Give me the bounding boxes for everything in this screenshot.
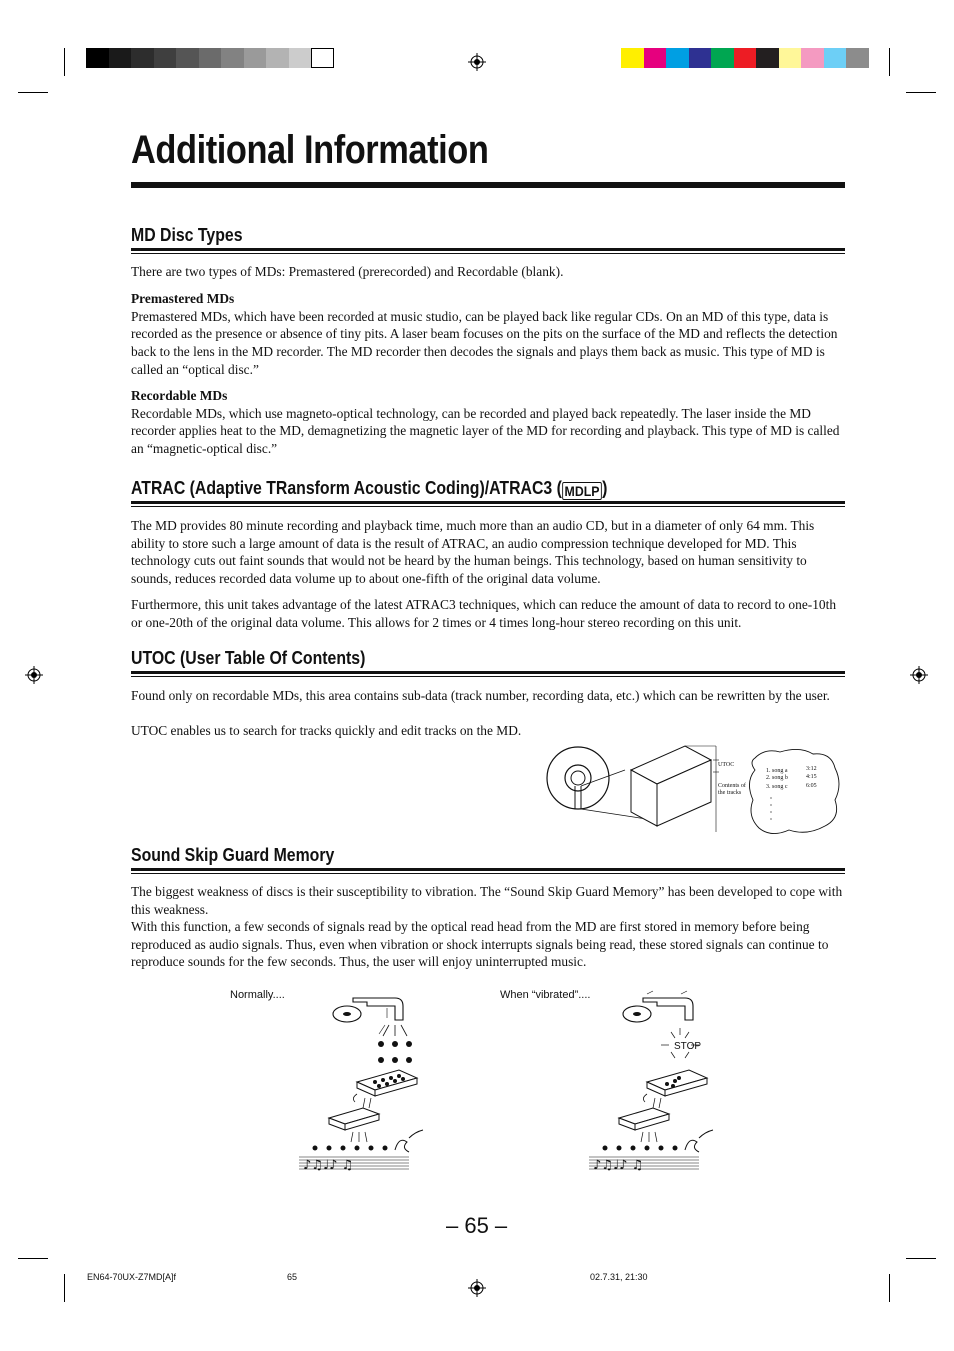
color-swatch [711,48,734,68]
color-swatch [244,48,267,68]
atrac-para-2: Furthermore, this unit takes advantage of the latest ATRAC3 techniques, which can reduce the amount of data to record to one-10th or one-20th of the original data volume. This allows for 2 times or 4 times long-hour stereo recording on this unit. [131,597,837,630]
premastered-block [131,290,845,379]
md-types-intro: There are two types of MDs: Premastered (prerecorded) and Recordable (blank). [131,264,564,279]
registration-mark-icon [25,666,43,684]
section-rule [131,868,845,874]
atrac-heading-text: ATRAC (Adaptive TRansform Acoustic Coding)/ATRAC3 ( [131,478,562,498]
contents-label-2: the tracks [718,790,742,796]
color-swatch [644,48,667,68]
color-swatch [666,48,689,68]
section-rule [131,501,845,507]
crop-mark [64,1274,65,1302]
color-swatch [221,48,244,68]
crop-mark [64,48,65,76]
color-swatch [289,48,312,68]
section-heading-atrac [131,478,607,500]
color-swatch [199,48,222,68]
color-swatch [266,48,289,68]
atrac-para-1: The MD provides 80 minute recording and playback time, much more than an audio CD, but in a diameter of only 64 mm. This ability to store such a large amount of data is the result of ATRAC, an audio compression technique developed for MD. This technology cuts out faint sounds that would not be heard by the human beings. This technology, based on human sensitivity to sounds, reduces recorded data volume up to about one-fifth of the original data volume. [131,518,815,587]
color-swatch [109,48,132,68]
section-rule [131,248,845,254]
label-normally: Normally.... [230,989,285,1001]
color-swatch [824,48,847,68]
normal-playback-illustration [295,990,425,1180]
color-swatch [131,48,154,68]
mdlp-logo-md: MD [564,483,584,499]
grayscale-strip [86,48,334,68]
color-swatch [756,48,779,68]
color-swatch [154,48,177,68]
section-rule [131,671,845,677]
speaker-sound-icon [685,1130,713,1152]
registration-mark-icon [468,53,486,71]
recordable-text: Recordable MDs, which use magneto-optical technology, can be recorded and played back repeatedly. The laser inside the MD recorder applies heat to the MD, demagnetizing the magnetic layer of the MD for recording and playback. This type of MD is called an “magnetic-optical disc.” [131,405,840,457]
color-swatch [176,48,199,68]
contents-label-1: Contents of [718,783,746,789]
registration-mark-icon [910,666,928,684]
crop-mark [906,92,936,93]
page-number: – 65 – [446,1213,508,1238]
page-title: Additional Information [131,128,489,172]
track-time: 3:12 [806,766,817,772]
utoc-diagram [545,742,845,838]
music-notes-icon: ♪♫♩♪ ♫ [303,1158,354,1173]
color-swatch [621,48,644,68]
track-name: 3. song c [766,784,788,790]
skip-guard-para-2: With this function, a few seconds of signals read by the optical read head from the MD are first stored in memory before being reproduced as audio signals. Thus, even when vibration or shock interrupts signals being read, these stored signals can continue to reproduce sounds for the few seconds. Thus, the user will enjoy uninterrupted music. [131,919,829,970]
utoc-label: UTOC [718,762,735,768]
color-swatch [734,48,757,68]
utoc-para-2: UTOC enables us to search for tracks quickly and edit tracks on the MD. [131,723,522,738]
track-time: 6:05 [806,783,817,789]
track-list-bubble [749,749,839,833]
crop-mark [18,92,48,93]
utoc-para-1: Found only on recordable MDs, this area contains sub-data (track number, recording data, etc.) which can be rewritten by the user. [131,688,830,703]
md-disc-outline [547,747,609,809]
section-heading-utoc: UTOC (User Table Of Contents) [131,648,366,668]
section-heading-skip-guard: Sound Skip Guard Memory [131,845,335,865]
color-calibration-strip [621,48,869,68]
premastered-text: Premastered MDs, which have been recorded at music studio, can be played back like regular CDs. On an MD of this type, data is recorded as the presence or absence of tiny pits. A laser beam focuses on the pits on the surface of the MD and reflects the detection back to the lens in the MD recorder. The MD recorder then decodes the signals and plays them back as music. This type of MD is called an “optical disc.” [131,308,838,377]
color-swatch [86,48,109,68]
footer-doc-id: EN64-70UX-Z7MD[A]f [87,1272,177,1282]
track-name: 2. song b [766,775,788,781]
stop-label: STOP [674,1041,702,1052]
skip-guard-para-1: The biggest weakness of discs is their susceptibility to vibration. The “Sound Skip Guard Memory” has been developed to cope with this weakness. [131,884,843,917]
footer-date: 02.7.31, 21:30 [590,1272,648,1282]
mdlp-logo [562,482,602,500]
section-heading-md-disc-types: MD Disc Types [131,225,243,245]
color-swatch [846,48,869,68]
registration-mark-icon [468,1279,486,1297]
color-swatch [311,48,334,68]
color-swatch [689,48,712,68]
vibrated-playback-illustration [585,990,715,1180]
atrac-heading-suffix: ) [602,478,608,498]
crop-mark [889,1274,890,1302]
color-swatch [779,48,802,68]
footer-page: 65 [287,1272,298,1282]
recordable-block [131,387,845,458]
speaker-sound-icon [395,1130,423,1152]
crop-mark [906,1258,936,1259]
mdlp-logo-lp: LP [583,483,600,499]
premastered-heading: Premastered MDs [131,291,235,306]
music-notes-icon: ♪♫♩♪ ♫ [593,1158,644,1173]
track-time: 4:15 [806,774,817,780]
color-swatch [801,48,824,68]
track-name: 1. song a [766,768,788,774]
crop-mark [18,1258,48,1259]
recordable-heading: Recordable MDs [131,388,228,403]
title-rule [131,182,845,188]
crop-mark [889,48,890,76]
label-when-vibrated: When “vibrated”.... [500,989,591,1001]
